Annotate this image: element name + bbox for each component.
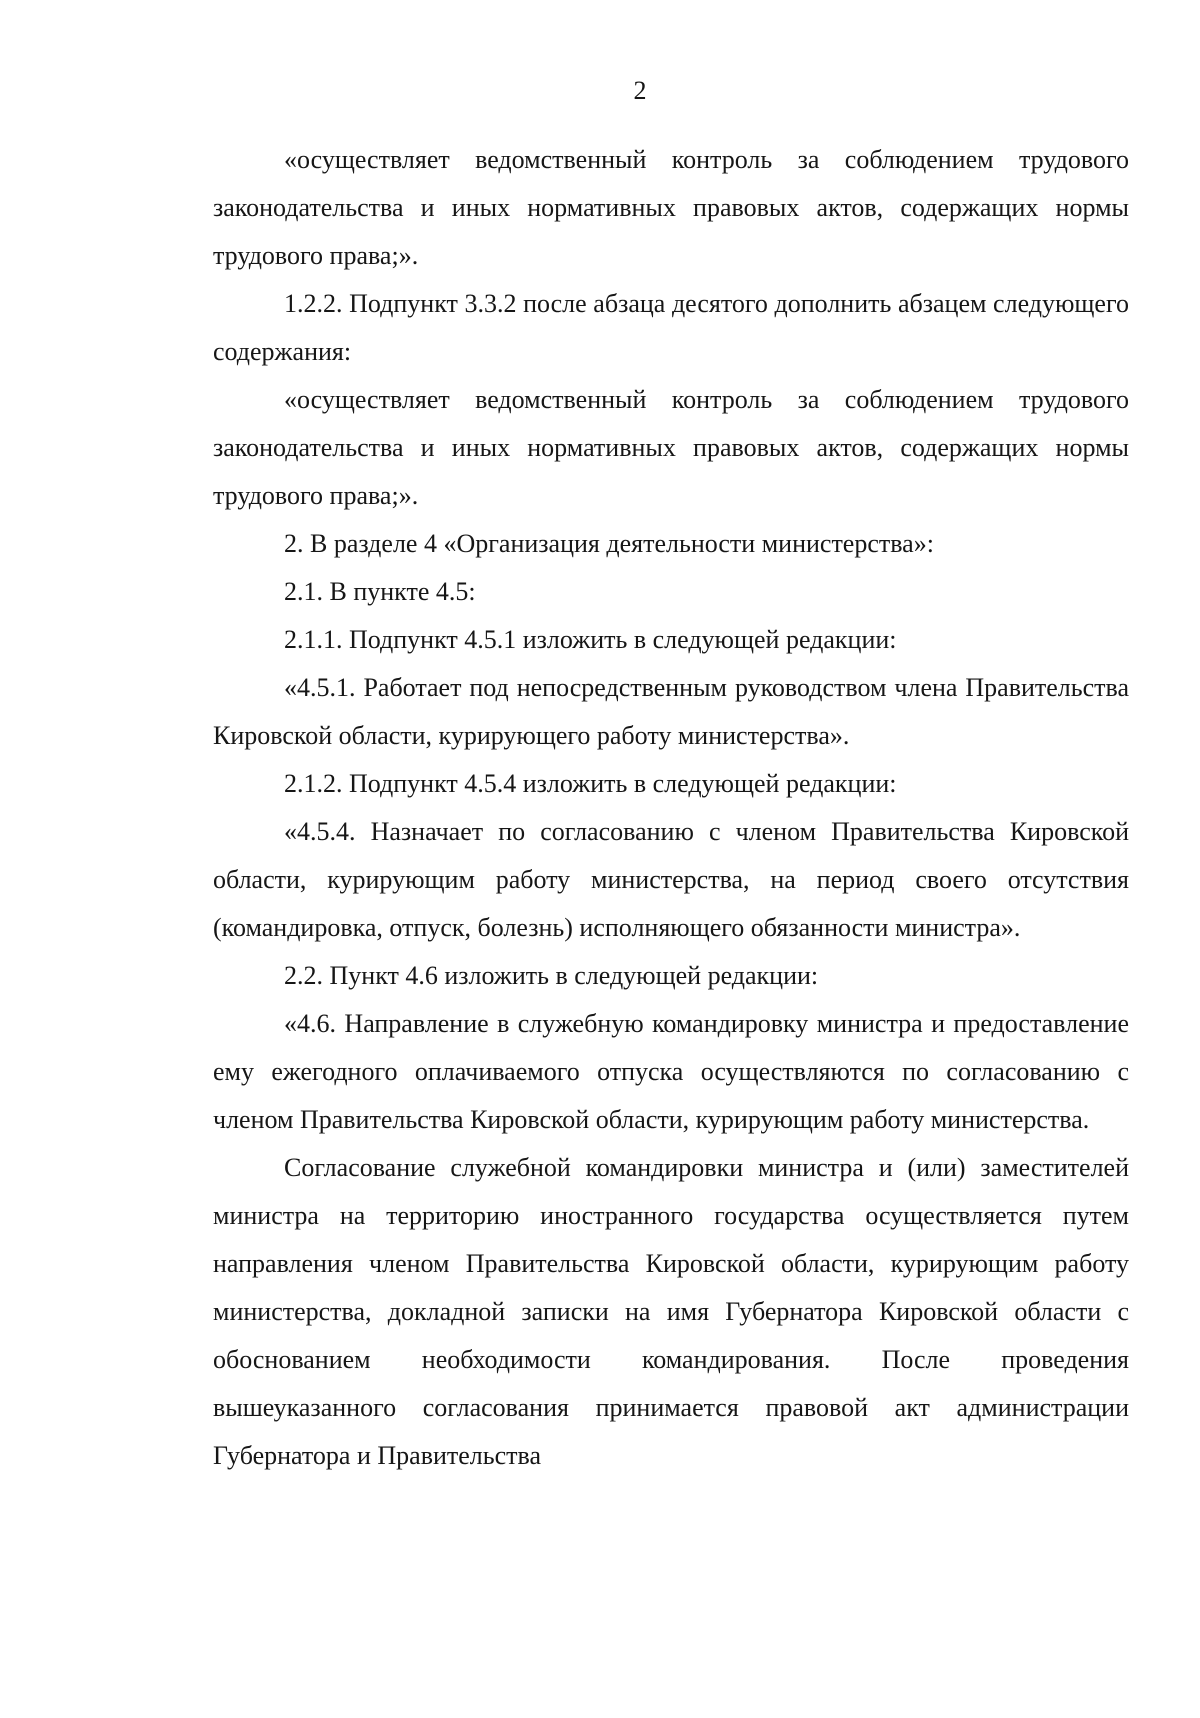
paragraph-10: 2.2. Пункт 4.6 изложить в следующей редакции: [284, 961, 819, 990]
paragraph-1: «осуществляет ведомственный контроль за соблюдением трудового законодательства и иных нормативных правовых актов, содержащих нормы трудового права;». [213, 145, 1129, 270]
paragraph-12: Согласование служебной командировки министра и (или) заместителей министра на территорию иностранного государства осуществляется путем направления членом Правительства Кировской области, курирующим работу министерства, докладной записки на имя Губернатора Кировской области с обоснованием необходимости командирования. После проведения вышеуказанного согласования принимается правовой акт администрации Губернатора и Правительства [213, 1153, 1129, 1470]
paragraph-9: «4.5.4. Назначает по согласованию с членом Правительства Кировской области, курирующим работу министерства, на период своего отсутствия (командировка, отпуск, болезнь) исполняющего обязанности министра». [213, 817, 1129, 942]
paragraph-8: 2.1.2. Подпункт 4.5.4 изложить в следующей редакции: [284, 769, 897, 798]
paragraph-11: «4.6. Направление в служебную командировку министра и предоставление ему ежегодного оплачиваемого отпуска осуществляются по согласованию с членом Правительства Кировской области, курирующим работу министерства. [213, 1009, 1129, 1134]
paragraph-2: 1.2.2. Подпункт 3.3.2 после абзаца десятого дополнить абзацем следующего содержания: [213, 289, 1129, 366]
paragraph-3: «осуществляет ведомственный контроль за соблюдением трудового законодательства и иных нормативных правовых актов, содержащих нормы трудового права;». [213, 385, 1129, 510]
paragraph-6: 2.1.1. Подпункт 4.5.1 изложить в следующей редакции: [284, 625, 897, 654]
document-body [213, 136, 1129, 1480]
page-number: 2 [633, 76, 647, 105]
paragraph-4: 2. В разделе 4 «Организация деятельности министерства»: [284, 529, 934, 558]
paragraph-7: «4.5.1. Работает под непосредственным руководством члена Правительства Кировской области, курирующего работу министерства». [213, 673, 1129, 750]
paragraph-5: 2.1. В пункте 4.5: [284, 577, 476, 606]
